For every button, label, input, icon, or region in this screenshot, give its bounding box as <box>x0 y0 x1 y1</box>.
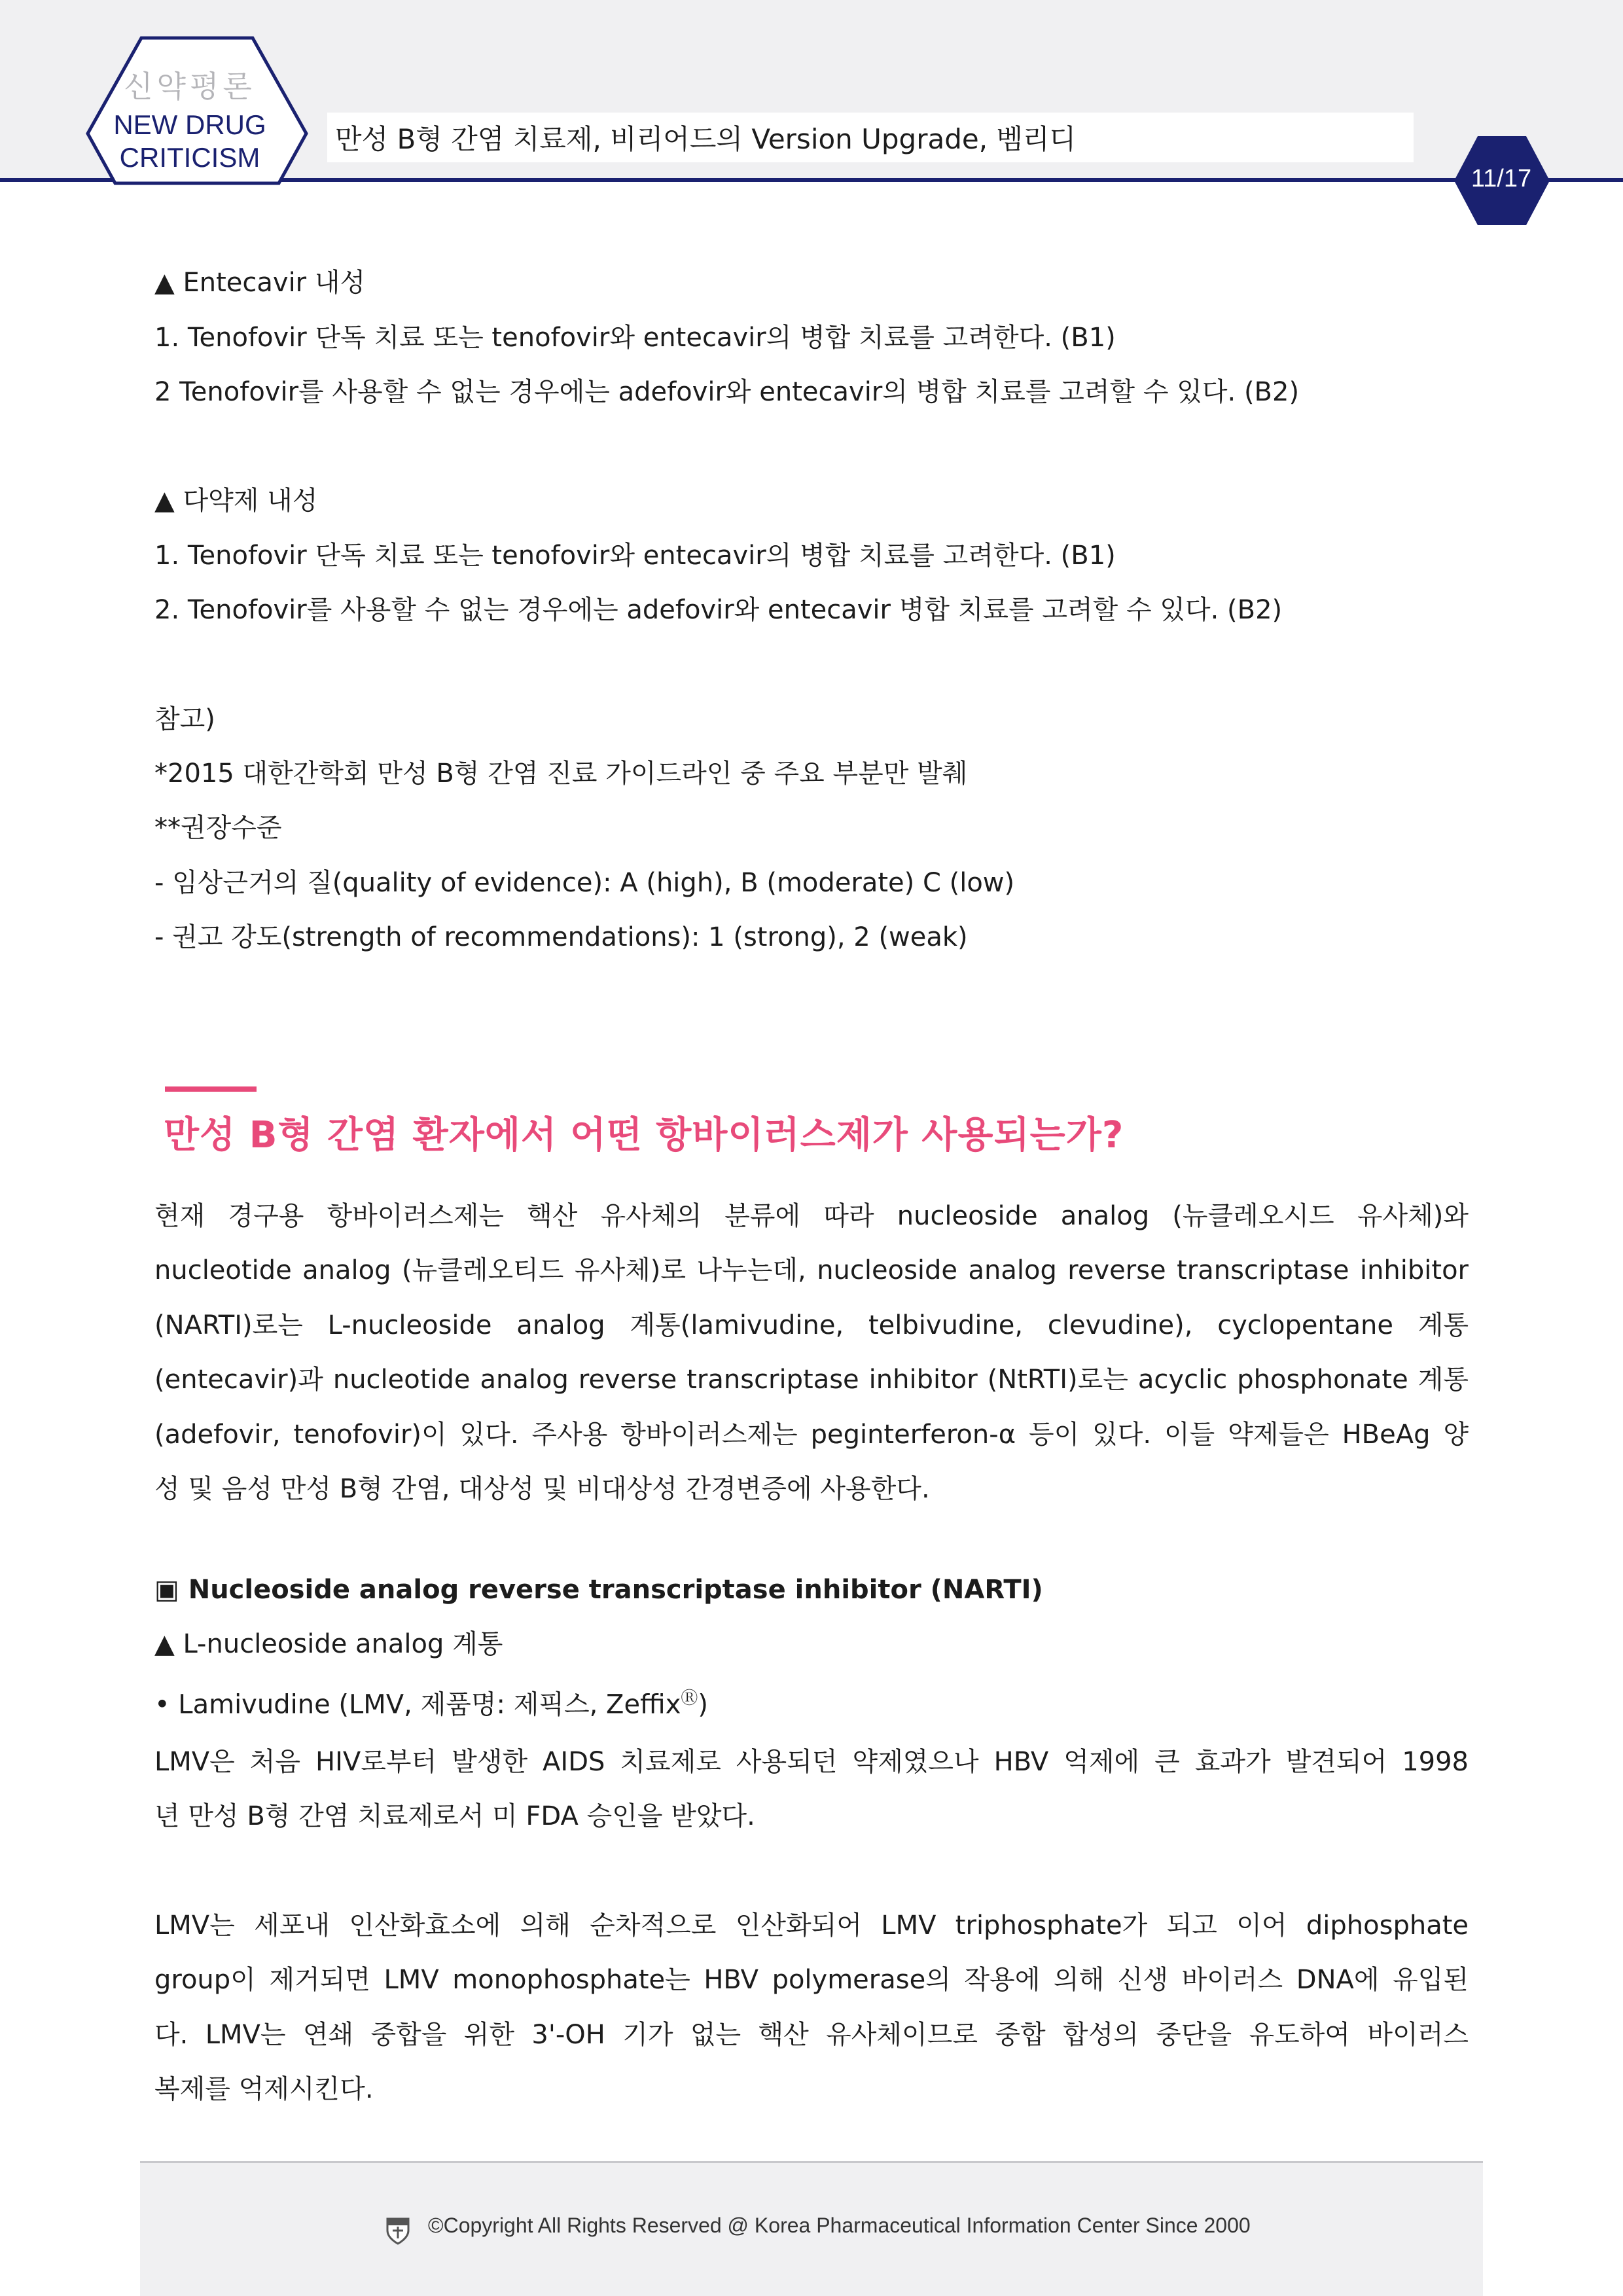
reference-line-2: **권장수준 <box>154 813 282 843</box>
paragraph-line: 성 및 음성 만성 B형 간염, 대상성 및 비대상성 간경변증에 사용한다. <box>154 1474 930 1504</box>
paragraph-line: LMV은 처음 HIV로부터 발생한 AIDS 치료제로 사용되던 약제였으나 HBV 억제에 큰 효과가 발견되어 1998 <box>154 1747 1469 1777</box>
reference-line-3: - 임상근거의 질(quality of evidence): A (high), B (moderate) C (low) <box>154 868 1015 898</box>
entecavir-item-1: 1. Tenofovir 단독 치료 또는 tenofovir와 entecavir의 병합 치료를 고려한다. (B1) <box>154 323 1116 353</box>
reference-title: 참고) <box>154 704 215 734</box>
lamivudine-item-end: ) <box>698 1689 709 1720</box>
logo-korean: 신약평론 <box>124 69 256 104</box>
section-heading: 만성 B형 간염 환자에서 어떤 항바이러스제가 사용되는가? <box>164 1114 1124 1157</box>
footer-rule <box>140 2161 1483 2163</box>
l-nucleoside-title: ▲ L-nucleoside analog 계통 <box>154 1629 503 1659</box>
paragraph-line: group이 제거되면 LMV monophosphate는 HBV polymerase의 작용에 의해 신생 바이러스 DNA에 유입된 <box>154 1965 1469 1995</box>
paragraph-line: (NARTI)로는 L-nucleoside analog 계통(lamivudine, telbivudine, clevudine), cyclopentane 계통 <box>154 1310 1469 1340</box>
multidrug-item-2: 2. Tenofovir를 사용할 수 없는 경우에는 adefovir와 entecavir 병합 치료를 고려할 수 있다. (B2) <box>154 595 1283 625</box>
reference-line-1: *2015 대한간학회 만성 B형 간염 진료 가이드라인 중 주요 부분만 발췌 <box>154 759 968 789</box>
multidrug-item-1: 1. Tenofovir 단독 치료 또는 tenofovir와 entecavir의 병합 치료를 고려한다. (B1) <box>154 541 1116 571</box>
logo-english-line1: NEW DRUG <box>113 109 266 140</box>
paragraph-line: nucleotide analog (뉴클레오티드 유사체)로 나누는데, nucleoside analog reverse transcriptase inhibitor <box>154 1255 1469 1285</box>
paragraph-line: 년 만성 B형 간염 치료제로서 미 FDA 승인을 받았다. <box>154 1801 755 1831</box>
logo-english-line2: CRITICISM <box>119 142 260 173</box>
paragraph-line: LMV는 세포내 인산화효소에 의해 순차적으로 인산화되어 LMV triphosphate가 되고 이어 diphosphate <box>154 1910 1469 1941</box>
lamivudine-item-text: • Lamivudine (LMV, 제품명: 제픽스, Zeffix <box>154 1689 681 1720</box>
lamivudine-item <box>154 1680 708 1723</box>
page-title: 만성 B형 간염 치료제, 비리어드의 Version Upgrade, 벰리디 <box>335 123 1077 155</box>
paragraph-line: 다. LMV는 연쇄 중합을 위한 3'-OH 기가 없는 핵산 유사체이므로 중합 합성의 중단을 유도하여 바이러스 <box>154 2020 1469 2050</box>
multidrug-resistance-title: ▲ 다약제 내성 <box>154 486 318 516</box>
reference-line-4: - 권고 강도(strength of recommendations): 1 (strong), 2 (weak) <box>154 922 968 952</box>
entecavir-resistance-title: ▲ Entecavir 내성 <box>154 268 366 298</box>
section-heading-bar <box>165 1086 257 1092</box>
paragraph-line: (entecavir)과 nucleotide analog reverse transcriptase inhibitor (NtRTI)로는 acyclic phosphonate 계통 <box>154 1365 1469 1395</box>
page-number: 11/17 <box>1471 165 1532 192</box>
copyright-text: ©Copyright All Rights Reserved @ Korea Pharmaceutical Information Center Since 2000 <box>428 2214 1251 2237</box>
logo-english <box>92 109 288 174</box>
entecavir-item-2: 2 Tenofovir를 사용할 수 없는 경우에는 adefovir와 entecavir의 병합 치료를 고려할 수 있다. (B2) <box>154 377 1300 407</box>
narti-title: ▣ Nucleoside analog reverse transcriptase inhibitor (NARTI) <box>154 1575 1043 1605</box>
registered-mark: Ⓡ <box>681 1689 698 1708</box>
paragraph-line: (adefovir, tenofovir)이 있다. 주사용 항바이러스제는 peginterferon-α 등이 있다. 이들 약제들은 HBeAg 양 <box>154 1420 1469 1450</box>
paragraph-line: 현재 경구용 항바이러스제는 핵산 유사체의 분류에 따라 nucleoside analog (뉴클레오시드 유사체)와 <box>154 1201 1469 1231</box>
shield-icon <box>385 2216 411 2245</box>
paragraph-line: 복제를 억제시킨다. <box>154 2074 374 2104</box>
